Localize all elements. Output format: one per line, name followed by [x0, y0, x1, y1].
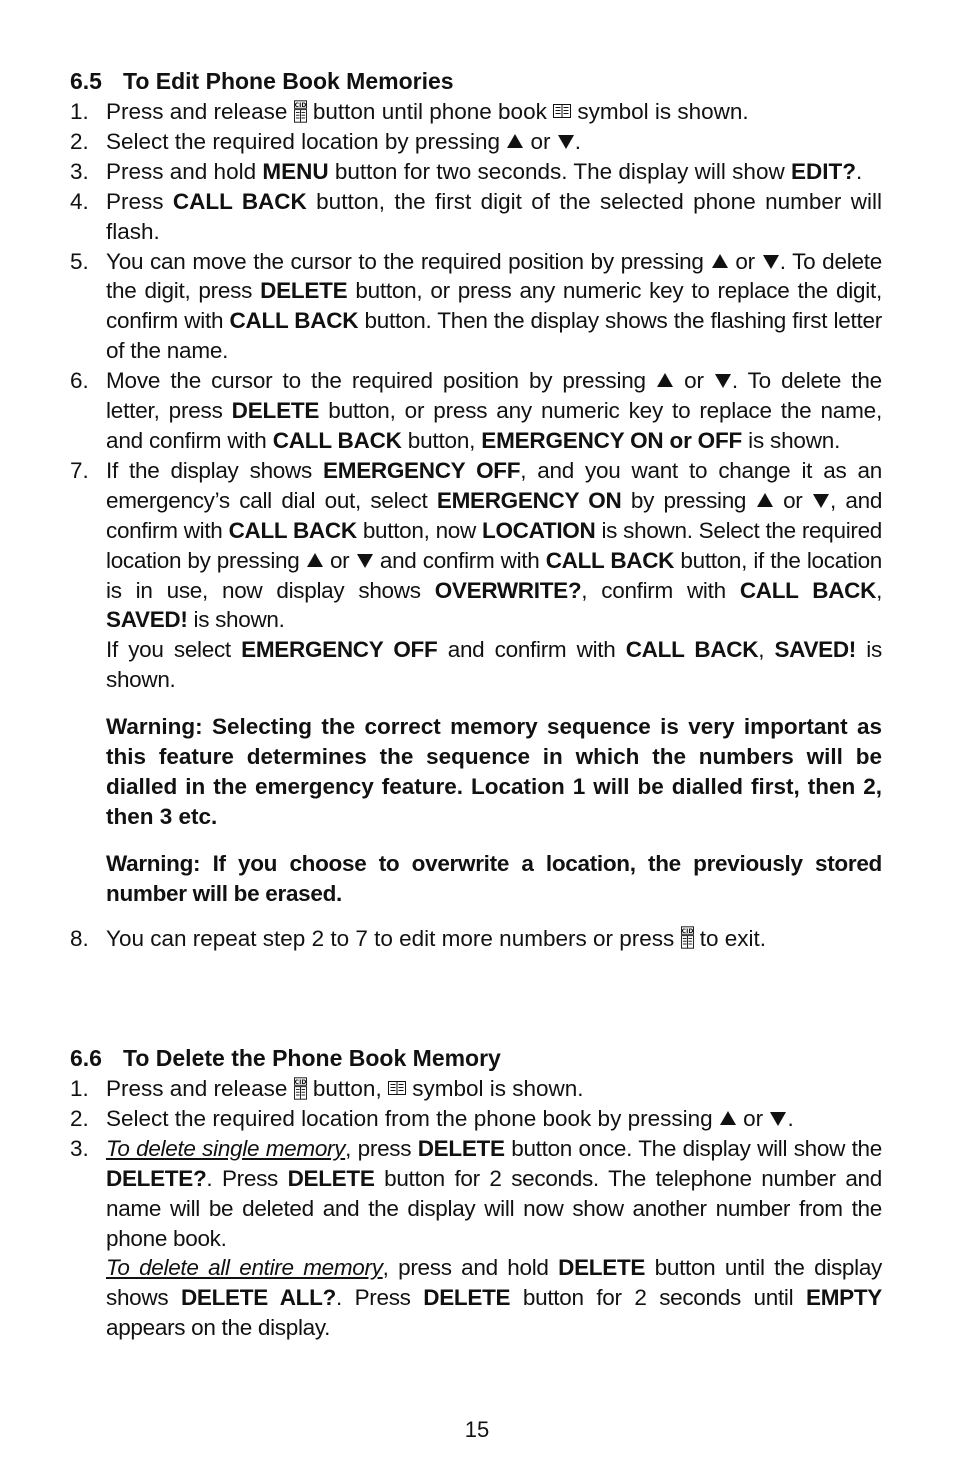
down-arrow-icon	[770, 1112, 786, 1126]
list-item	[70, 97, 882, 127]
text-run: Move the cursor to the required position by pressing	[106, 368, 646, 394]
list-item	[70, 247, 882, 367]
down-arrow-icon	[558, 135, 574, 149]
text-run: DELETE	[423, 1285, 511, 1311]
step-number: 1.	[70, 1076, 89, 1101]
text-run: Press and release	[106, 99, 288, 124]
text-run: button,	[312, 1076, 382, 1101]
cid-phonebook-button-icon	[681, 926, 694, 949]
text-run: DELETE	[558, 1255, 646, 1281]
text-run: EMPTY	[805, 1285, 882, 1311]
section-number: 6.6	[70, 1045, 102, 1071]
down-arrow-icon	[763, 255, 779, 269]
text-run: and confirm with	[106, 487, 883, 543]
text-run: button, if the location is in use, now display shows	[106, 547, 883, 603]
text-run: EMERGENCY OFF	[241, 637, 438, 663]
paragraph	[106, 366, 882, 456]
up-arrow-icon	[757, 493, 773, 507]
text-run: . To delete the letter, press	[106, 368, 882, 424]
text-run: appears on the display.	[106, 1315, 331, 1341]
list-item	[70, 924, 882, 954]
paragraph	[106, 247, 882, 367]
text-run: , and you want to change it as an emergency’s call dial out, select	[106, 457, 882, 513]
down-arrow-icon	[715, 374, 731, 388]
text-run: ,	[876, 577, 883, 603]
paragraph	[106, 1253, 882, 1343]
text-run: To delete single memory	[106, 1135, 346, 1161]
text-run: SAVED!	[106, 607, 188, 633]
list-item	[70, 187, 882, 247]
text-run: CALL BACK	[739, 577, 877, 603]
text-run: or	[329, 547, 350, 573]
text-run: or	[743, 1105, 764, 1131]
list-item	[70, 1104, 882, 1134]
text-run: OVERWRITE?	[434, 577, 582, 603]
text-run: SAVED!	[774, 637, 856, 663]
paragraph	[106, 97, 882, 127]
text-run: If you select	[106, 637, 231, 663]
paragraph	[106, 127, 882, 157]
text-run: EMERGENCY ON	[436, 487, 622, 513]
step-number: 7.	[70, 457, 89, 483]
step-number: 6.	[70, 368, 89, 394]
list-item	[70, 1074, 882, 1104]
paragraph	[106, 924, 882, 954]
text-run: EMERGENCY ON or OFF	[481, 427, 743, 453]
up-arrow-icon	[720, 1111, 736, 1125]
text-run: .	[855, 158, 863, 184]
text-run: button,	[407, 427, 476, 453]
text-run: To delete all entire memory	[106, 1255, 383, 1281]
text-run: .	[574, 128, 582, 154]
list-item	[70, 456, 882, 909]
text-run: MENU	[262, 158, 329, 184]
down-arrow-icon	[813, 494, 829, 508]
text-run: button. Then the display shows the flashing first letter of the name.	[106, 308, 882, 364]
text-run: or	[684, 368, 704, 394]
cid-phonebook-button-icon	[294, 100, 307, 123]
text-run: DELETE?	[106, 1165, 207, 1191]
edit-steps-list	[70, 97, 882, 953]
list-item	[70, 157, 882, 187]
paragraph	[106, 1104, 882, 1134]
text-run: Press	[106, 188, 164, 214]
text-run: and confirm with	[447, 637, 616, 663]
section-title: To Delete the Phone Book Memory	[123, 1045, 501, 1071]
text-run: CALL BACK	[228, 517, 357, 543]
text-run: DELETE	[260, 278, 348, 304]
text-run: , confirm with	[581, 577, 726, 603]
step-number: 3.	[70, 1135, 89, 1161]
text-run: is shown.	[748, 427, 841, 453]
text-run: DELETE	[287, 1165, 375, 1191]
list-item	[70, 1134, 882, 1343]
text-run: CALL BACK	[625, 637, 759, 663]
text-run: button until phone book	[312, 99, 547, 124]
text-run: and confirm with	[379, 547, 540, 573]
text-run: , press and hold	[382, 1255, 549, 1281]
text-run: CALL BACK	[229, 308, 359, 334]
text-run: button once. The display will show the	[511, 1135, 882, 1161]
text-run: is shown. Select the required location by pressing	[106, 517, 883, 573]
step-number: 2.	[70, 128, 89, 154]
text-run: DELETE	[417, 1135, 505, 1161]
text-run: , press	[345, 1135, 412, 1161]
step-number: 3.	[70, 158, 89, 184]
text-run: button for 2 seconds. The telephone number and name will be deleted and the display will now show another number from the phone book.	[106, 1165, 882, 1251]
text-run: or	[735, 248, 755, 274]
cid-phonebook-button-icon	[294, 1077, 307, 1100]
text-run: LOCATION	[482, 517, 596, 543]
text-run: DELETE ALL?	[180, 1285, 336, 1311]
text-run: CALL BACK	[172, 188, 307, 214]
warning-sequence: Warning: Selecting the correct memory sequence is very important as this feature determines the sequence in which the numbers will be dialled in the emergency feature. Location 1 will be dialled first, then 2, then 3 etc.	[106, 714, 882, 829]
section-number: 6.5	[70, 68, 102, 94]
text-run: . Press	[336, 1285, 411, 1311]
text-run: button, or press any numeric key to replace the digit, confirm with	[106, 278, 882, 334]
text-run: symbol is shown.	[577, 99, 749, 124]
text-run: .	[787, 1105, 794, 1131]
list-item	[70, 366, 882, 456]
paragraph	[106, 456, 882, 635]
text-run: Press and release	[106, 1076, 288, 1101]
section-heading-6-5	[70, 66, 454, 96]
text-run: button, the first digit of the selected phone number will flash.	[106, 188, 882, 244]
step-number: 4.	[70, 188, 89, 214]
text-run: or	[783, 487, 803, 513]
section-heading-6-6	[70, 1043, 501, 1073]
list-item	[70, 127, 882, 157]
text-run: symbol is shown.	[412, 1076, 584, 1101]
text-run: . To delete the digit, press	[106, 248, 882, 304]
text-run: You can move the cursor to the required position by pressing	[106, 248, 704, 274]
text-run: to exit.	[699, 925, 767, 951]
text-run: CALL BACK	[272, 427, 402, 453]
text-run: ,	[829, 487, 836, 513]
paragraph	[106, 635, 882, 695]
text-run: or	[530, 128, 551, 154]
text-run: is shown.	[193, 607, 285, 633]
text-run: . Press	[206, 1165, 278, 1191]
text-run: Select the required location by pressing	[106, 128, 500, 154]
phone-book-icon	[388, 1081, 406, 1095]
text-run: button until the display shows	[106, 1255, 883, 1311]
step-number: 1.	[70, 99, 89, 124]
down-arrow-icon	[357, 554, 373, 568]
up-arrow-icon	[657, 373, 673, 387]
text-run: button for two seconds. The display will show	[334, 158, 785, 184]
paragraph	[106, 157, 882, 187]
step-number: 5.	[70, 248, 89, 274]
warning-overwrite: Warning: If you choose to overwrite a location, the previously stored number will be erased.	[106, 850, 882, 906]
section-title: To Edit Phone Book Memories	[123, 68, 454, 94]
text-run: If the display shows	[106, 457, 312, 483]
text-run: EMERGENCY OFF	[323, 457, 521, 483]
text-run: Select the required location from the phone book by pressing	[106, 1105, 713, 1131]
paragraph	[106, 187, 882, 247]
delete-steps-list	[70, 1074, 882, 1343]
text-run: button, now	[362, 517, 476, 543]
text-run: by pressing	[630, 487, 747, 513]
text-run: CALL BACK	[545, 547, 675, 573]
text-run: EDIT?	[790, 158, 856, 184]
up-arrow-icon	[507, 134, 523, 148]
up-arrow-icon	[712, 254, 728, 268]
text-run: You can repeat step 2 to 7 to edit more numbers or press	[106, 925, 675, 951]
text-run: button for 2 seconds until	[522, 1285, 794, 1311]
text-run: ,	[758, 637, 765, 663]
text-run: DELETE	[231, 398, 320, 424]
step-number: 2.	[70, 1105, 89, 1131]
text-run: is shown.	[106, 637, 882, 693]
up-arrow-icon	[307, 553, 323, 567]
paragraph	[106, 1134, 882, 1254]
text-run: Press and hold	[106, 158, 257, 184]
paragraph	[106, 1074, 882, 1104]
page-number: 15	[464, 1417, 490, 1442]
text-run: button, or press any numeric key to replace the name, and confirm with	[106, 398, 882, 453]
phone-book-icon	[553, 104, 571, 118]
step-number: 8.	[70, 925, 89, 951]
